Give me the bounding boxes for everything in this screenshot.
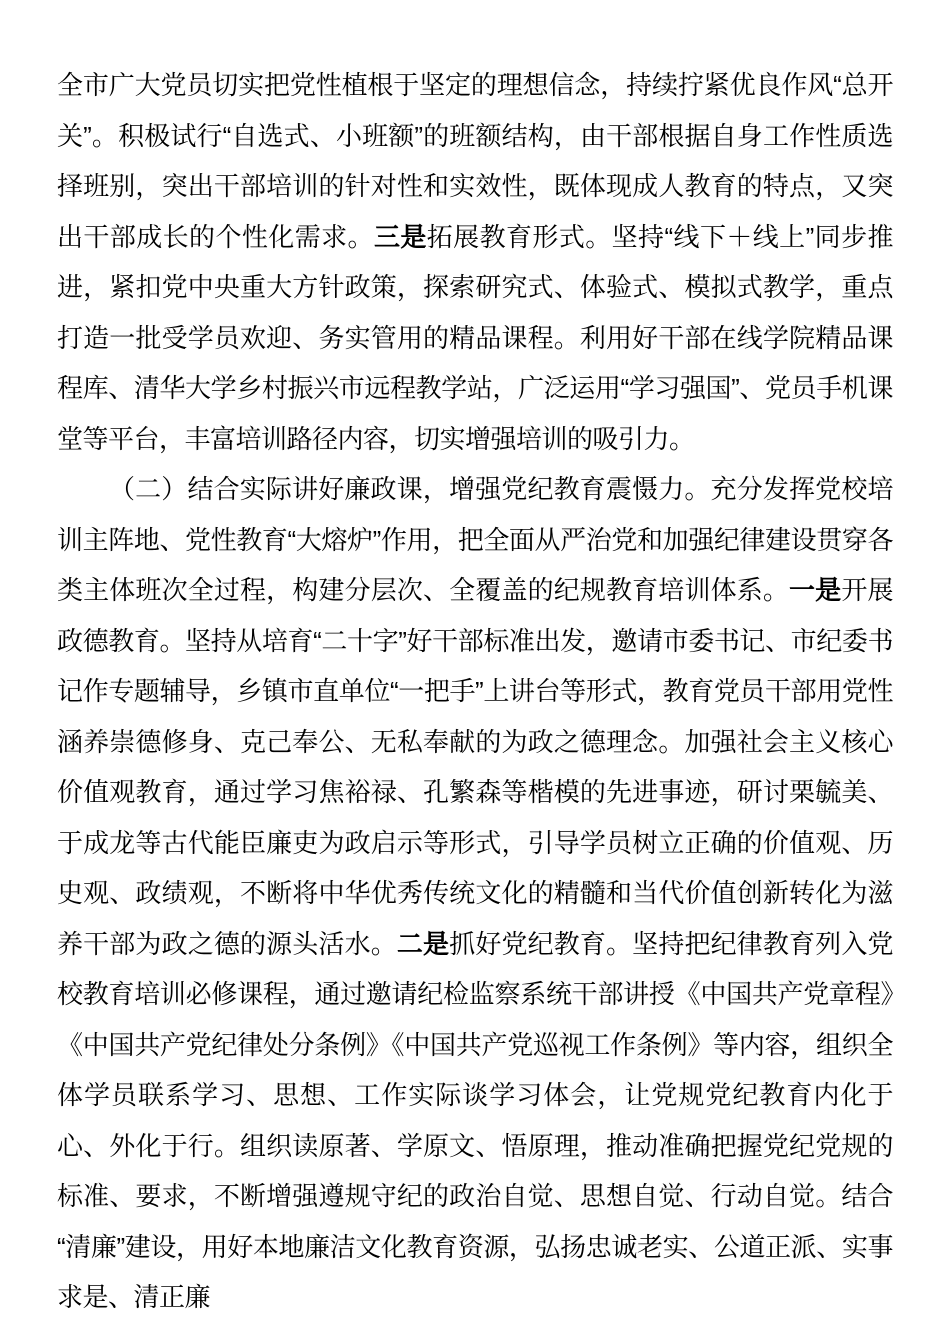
text-run: （二）结合实际讲好廉政课，增强党纪教育震慑力。充分发挥党校培训主阵地、党性教育“大熔炉”作用，把全面从严治党和加强纪律建设贯穿各类主体班次全过程，构建分层次、全覆盖的纪规教育培训体系。 [57, 474, 893, 605]
text-run: 拓展教育形式。坚持“线下＋线上”同步推进，紧扣党中央重大方针政策，探索研究式、体验式、模拟式教学，重点打造一批受学员欢迎、务实管用的精品课程。利用好干部在线学院精品课程库、清华大学乡村振兴市远程教学站，广泛运用“学习强国”、党员手机课堂等平台，丰富培训路径内容，切实增强培训的吸引力。 [57, 221, 893, 454]
emphasis-run: 三是 [373, 221, 427, 252]
text-run: 开展政德教育。坚持从培育“二十字”好干部标准出发，邀请市委书记、市纪委书记作专题辅导，乡镇市直单位“一把手”上讲台等形式，教育党员干部用党性涵养崇德修身、克己奉公、无私奉献的为政之德理念。加强社会主义核心价值观教育，通过学习焦裕禄、孔繁森等楷模的先进事迹，研讨栗毓美、于成龙等古代能臣廉吏为政启示等形式，引导学员树立正确的价值观、历史观、政绩观，不断将中华优秀传统文化的精髓和当代价值创新转化为滋养干部为政之德的源头活水。 [57, 575, 893, 959]
text-run: 抓好党纪教育。坚持把纪律教育列入党校教育培训必修课程，通过邀请纪检监察系统干部讲授《中国共产党章程》《中国共产党纪律处分条例》《中国共产党巡视工作条例》等内容，组织全体学员联系学习、思想、工作实际谈学习体会，让党规党纪教育内化于心、外化于行。组织读原著、学原文、悟原理，推动准确把握党纪党规的标准、要求，不断增强遵规守纪的政治自觉、思想自觉、行动自觉。结合“清廉”建设，用好本地廉洁文化教育资源，弘扬忠诚老实、公道正派、实事求是、清正廉 [57, 928, 893, 1312]
emphasis-run: 一是 [789, 575, 842, 605]
document-body [57, 60, 893, 1323]
paragraph-1 [57, 60, 893, 464]
paragraph-2 [57, 464, 893, 1323]
emphasis-run: 二是 [396, 928, 450, 959]
text-run: 全市广大党员切实把党性植根于坚定的理想信念，持续拧紧优良作风“总开关”。积极试行“自选式、小班额”的班额结构，由干部根据自身工作性质选择班别，突出干部培训的针对性和实效性，既体现成人教育的特点，又突出干部成长的个性化需求。 [57, 70, 893, 252]
